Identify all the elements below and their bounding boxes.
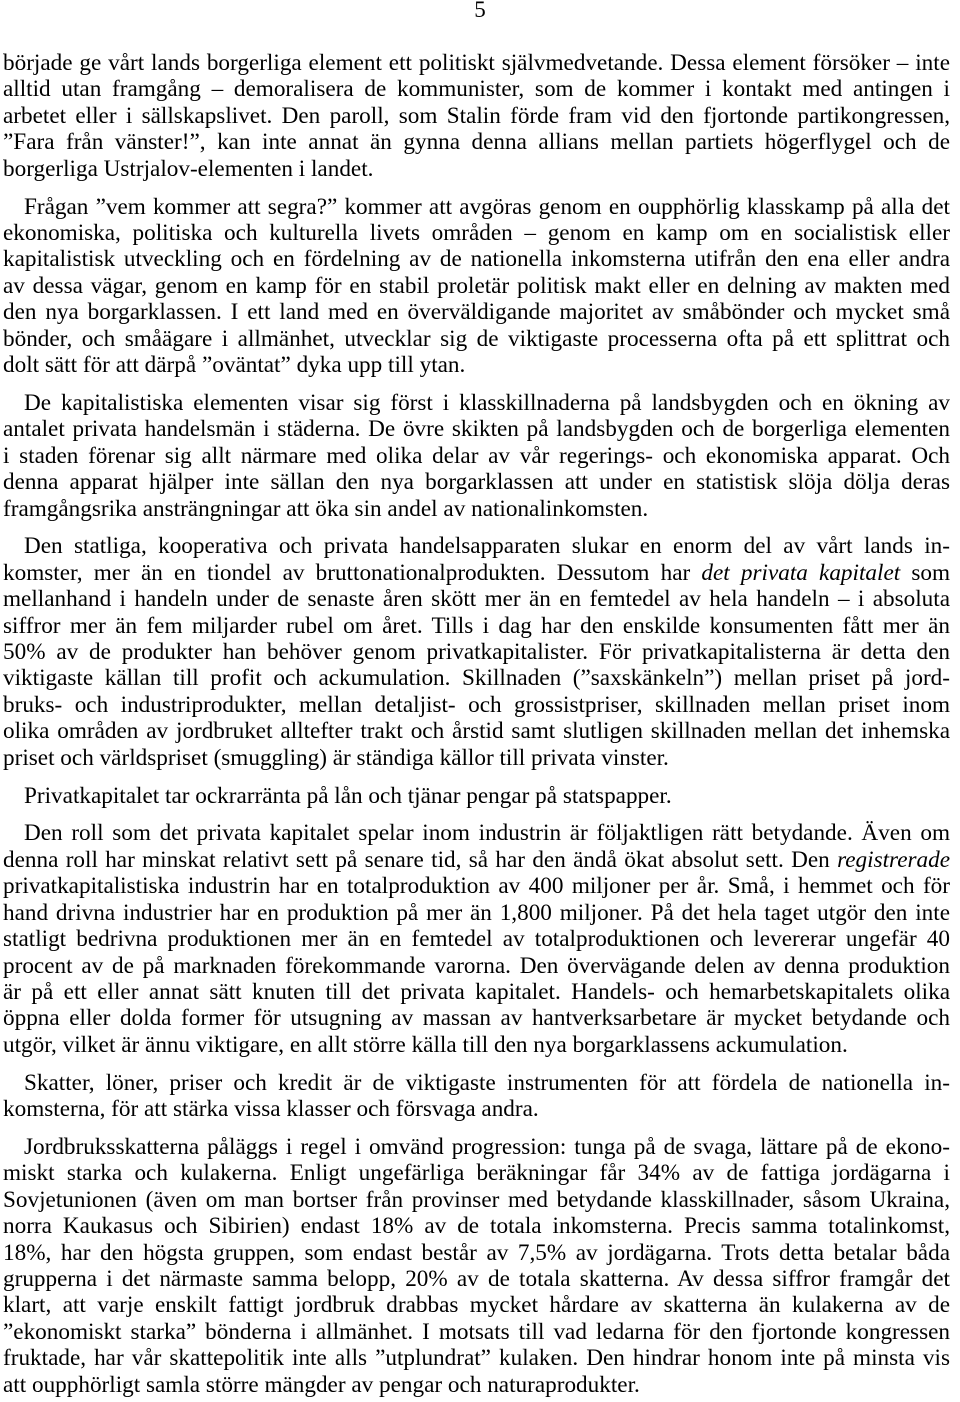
text-line: Privatkapitalet tar ockrarränta på lån och tjänar pengar på statspapper. [24, 782, 672, 809]
text-segment: denna roll har minskat relativt sett på senare tid, så har den ändå ökat absolut sett. Den [3, 846, 838, 873]
text-line: att oupphörligt samla större mängder av pengar och naturaprodukter. [3, 1371, 640, 1398]
text-line: miskt starka och kulakerna. Enligt ungefärliga beräkningar får 34% av de fattiga jordägarna i [3, 1160, 950, 1187]
paragraph [3, 820, 950, 1058]
text-line: antalet privata handelsmän i städerna. De övre skikten på landsbygden och de borgerliga elementen [3, 416, 950, 443]
text-line: 18%, har den högsta gruppen, som endast består av 7,5% av jordägarna. Trots detta betalar båda [3, 1239, 950, 1266]
emphasized-text: det privata kapitalet [701, 559, 901, 586]
paragraph [3, 50, 950, 182]
text-line: började ge vårt lands borgerliga element ett politiskt självmedvetande. Dessa element försöker – inte [3, 50, 950, 76]
text-line: Den statliga, kooperativa och privata handelsapparaten slukar en enorm del av vårt lands in- [24, 533, 950, 560]
paragraph [3, 390, 950, 522]
text-line: ”ekonomiskt starka” bönderna i allmänhet. I motsats till vad ledarna för den fjortonde kongressen [3, 1318, 950, 1345]
text-line: mellanhand i handeln under de senaste åren skött mer än en femtedel av hela handeln – i absoluta [3, 586, 950, 613]
text-line: Jordbruksskatterna påläggs i regel i omvänd progression: tunga på de svaga, lättare på de ekono- [24, 1133, 950, 1160]
text-line: borgerliga Ustrjalov-elementen i landet. [3, 155, 374, 182]
text-line: klart, att varje enskilt fattigt jordbruk drabbas mycket hårdare av skatterna än kulakerna av de [3, 1292, 950, 1319]
text-line: grupperna i det närmaste samma belopp, 20% av de totala skatterna. Av dessa siffror framgår det [3, 1265, 950, 1292]
text-line: i staden förenar sig allt närmare med olika delar av vår regerings- och ekonomiska apparat. Och [3, 442, 950, 469]
text-line: den nya borgarklassen. I ett land med en överväldigande majoritet av småbönder och mycket små [3, 299, 950, 326]
text-line: siffror mer än fem miljarder rubel om året. Tills i dag har den enskilde konsumenten fått mer än [3, 612, 950, 639]
text-line: Skatter, löner, priser och kredit är de viktigaste instrumenten för att fördela de nationella in- [24, 1069, 950, 1096]
text-line: bönder, och småägare i allmänhet, utvecklar sig de viktigaste processerna ofta på ett splittrat och [3, 325, 950, 352]
text-line: ekonomiska, politiska och kulturella livets områden – genom en kamp om en socialistisk eller [3, 219, 950, 246]
text-line: fruktade, har vår skattepolitik inte alls ”utplundrat” kulaken. Den hindrar honom inte på minsta vis [3, 1345, 950, 1372]
text-line: priset och världspriset (smuggling) är ständiga källor till privata vinster. [3, 744, 669, 771]
text-line: 50% av de produkter han behöver genom privatkapitalister. För privatkapitalisterna är detta den [3, 639, 950, 666]
text-line: procent av de på marknaden förekommande varorna. Den övervägande delen av denna produktion [3, 952, 950, 979]
text-line: norra Kaukasus och Sibirien) endast 18% av de totala inkomsterna. Precis samma totalinkomst, [3, 1213, 950, 1240]
text-line: bruks- och industriprodukter, mellan detaljist- och grossistpriser, skillnaden mellan priset inom [3, 691, 950, 718]
text-line: framgångsrika ansträngningar att öka sin andel av nationalinkomsten. [3, 495, 649, 522]
text-line: Frågan ”vem kommer att segra?” kommer att avgöras genom en oupphörlig klasskamp på alla det [24, 193, 950, 220]
text-line: statligt bedrivna produktionen mer än en femtedel av totalproduktionen och levererar ungefär 40 [3, 926, 950, 953]
paragraph [3, 1134, 950, 1398]
text-line: av dessa vägar, genom en kamp för en stabil proletär politisk makt eller en delning av makten med [3, 272, 950, 299]
text-line: komsterna, för att stärka vissa klasser och försvaga andra. [3, 1096, 539, 1123]
text-line: denna apparat hjälper inte sällan den nya borgarklassen att under en statistisk slöja dölja deras [3, 469, 950, 496]
text-line [3, 847, 950, 873]
text-line: ”Fara från vänster!”, kan inte annat än gynna denna allians mellan partiets högerflygel och de [3, 129, 950, 156]
text-line: alltid utan framgång – demoralisera de kommunister, som de kommer i kontakt med antingen i [3, 76, 950, 103]
text-segment: komster, mer än en tiondel av bruttonationalprodukten. Dessutom har [3, 559, 702, 586]
text-line: De kapitalistiska elementen visar sig först i klasskillnaderna på landsbygden och en ökning av [24, 389, 950, 416]
text-line: är på ett eller annat sätt knuten till det privata kapitalet. Handels- och hemarbetskapitalets olika [3, 978, 950, 1005]
paragraph [3, 194, 950, 379]
paragraph [3, 783, 950, 809]
paragraph [3, 533, 950, 771]
text-line: dolt sätt för att därpå ”oväntat” dyka upp till ytan. [3, 351, 466, 378]
text-segment: som [900, 559, 951, 586]
text-line: Sovjetunionen (även om man bortser från provinser med betydande klasskillnader, såsom Ukraina, [3, 1186, 950, 1213]
text-line: kapitalistisk utveckling och en fördelning av de nationella inkomsterna utifrån den ena eller andra [3, 246, 950, 273]
document-body [3, 50, 950, 1398]
text-line: Den roll som det privata kapitalet spelar inom industrin är följaktligen rätt betydande. Även om [24, 820, 950, 847]
text-line: viktigaste källan till profit och ackumulation. Skillnaden (”saxskänkeln”) mellan priset på jord- [3, 665, 950, 692]
text-line: hand drivna industrier har en produktion på mer än 1,800 miljoner. På det hela taget utgör den inte [3, 899, 950, 926]
text-line [3, 560, 950, 586]
text-line: utgör, vilket är ännu viktigare, en allt större källa till den nya borgarklassens ackumulation. [3, 1031, 848, 1058]
page-number: 5 [474, 0, 486, 22]
text-line: olika områden av jordbruket alltefter trakt och årstid samt slutligen skillnaden mellan det inhemska [3, 718, 950, 745]
paragraph [3, 1070, 950, 1123]
text-line: öppna eller dolda former för utsugning av massan av hantverksarbetare är mycket betydande och [3, 1005, 950, 1032]
emphasized-text: registrerade [837, 846, 950, 873]
text-line: privatkapitalistiska industrin har en totalproduktion av 400 miljoner per år. Små, i hemmet och för [3, 873, 950, 900]
text-line: arbetet eller i sällskapslivet. Den paroll, som Stalin förde fram vid den fjortonde partikongressen, [3, 102, 950, 129]
